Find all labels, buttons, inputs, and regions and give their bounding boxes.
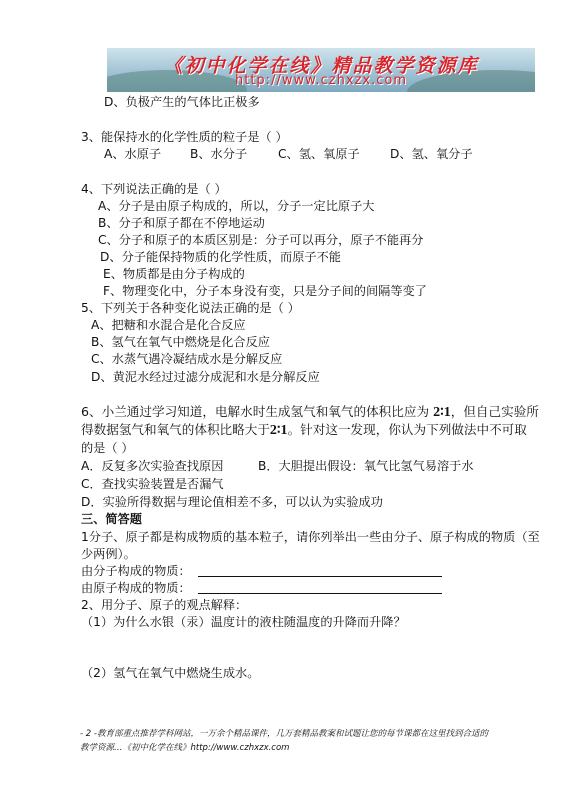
- s3-q2-part-1: （1）为什么水银（汞）温度计的液柱随温度的升降而升降？: [81, 615, 406, 629]
- q5-stem: 5、下列关于各种变化说法正确的是（ ）: [81, 301, 300, 315]
- q4-option-b: B、分子和原子都在不停地运动: [98, 216, 265, 230]
- q3-option-d: D、氢、氧分子: [390, 147, 473, 161]
- q4-option-e: E、物质都是由分子构成的: [103, 267, 245, 281]
- q5-option-d: D、黄泥水经过过滤分成泥和水是分解反应: [91, 370, 320, 384]
- q6-line-2-start: 得数据氢气和氧气的体积比略大于: [81, 422, 270, 437]
- q6-ratio-2: 2∶1: [269, 423, 288, 438]
- q6-option-d: D．实验所得数据与理论值相差不多，可以认为实验成功: [81, 495, 383, 509]
- section-heading: 三、简答题: [81, 512, 142, 526]
- atom-answer-line[interactable]: [198, 593, 442, 594]
- molecule-label: 由分子构成的物质：: [81, 564, 191, 578]
- q3-option-c: C、氢、氧原子: [278, 147, 360, 161]
- q4-option-c: C、分子和原子的本质区别是：分子可以再分，原子不能再分: [98, 233, 424, 247]
- q6-line-3: 的是（ ）: [81, 441, 134, 455]
- q4-stem: 4、下列说法正确的是（ ）: [81, 182, 227, 196]
- q4-option-f: F、物理变化中，分子本身没有变，只是分子间的间隔等变了: [103, 284, 427, 298]
- s3-q1-line-1: 1分子、原子都是构成物质的基本粒子，请你列举出一些由分子、原子构成的物质（至: [81, 530, 540, 544]
- q6-ratio-1: 2∶1: [433, 405, 451, 420]
- footer-line-1: - 2 -教育部重点推荐学科网站，一万余个精品课件，几万套精品教案和试题让您的每节课都在这里找到合适的: [80, 729, 488, 739]
- q6-option-b: B．大胆提出假设：氧气比氢气易溶于水: [258, 459, 474, 473]
- q4-option-d: D、分子能保持物质的化学性质，而原子不能: [100, 250, 341, 264]
- q5-option-c: C、水蒸气遇冷凝结成水是分解反应: [91, 352, 283, 366]
- q6-option-a: A．反复多次实验查找原因: [81, 459, 224, 473]
- q6-line-2: [81, 422, 527, 439]
- banner-url[interactable]: http://www.czhxzx.com: [235, 73, 407, 88]
- q6-line-1-end: ，但自己实验所: [450, 404, 539, 419]
- q6-option-c: C．查找实验装置是否漏气: [81, 477, 224, 491]
- header-banner: [107, 48, 535, 92]
- q3-option-b: B、水分子: [190, 147, 248, 161]
- q3-option-a: A、水原子: [104, 147, 162, 161]
- q6-line-1: [81, 404, 539, 421]
- q6-line-2-end: 。针对这一发现，你认为下列做法中不可取: [287, 422, 527, 437]
- q2-option-d: D、负极产生的气体比正极多: [104, 95, 260, 109]
- s3-q1-line-2: 少两例）。: [81, 547, 136, 561]
- s3-q2-stem: 2、用分子、原子的观点解释：: [81, 598, 248, 612]
- page-footer: [80, 727, 488, 755]
- q6-line-1-start: 6、小兰通过学习知道，电解水时生成氢气和氧气的体积比应为: [81, 404, 430, 419]
- banner-title: 《初中化学在线》精品教学资源库: [163, 55, 479, 77]
- q4-option-a: A、分子是由原子构成的，所以，分子一定比原子大: [98, 199, 375, 213]
- s3-q2-part-2: （2）氢气在氧气中燃烧生成水。: [81, 666, 260, 680]
- q5-option-a: A、把糖和水混合是化合反应: [91, 318, 246, 332]
- q5-option-b: B、氢气在氧气中燃烧是化合反应: [91, 335, 270, 349]
- q3-stem: 3、能保持水的化学性质的粒子是（ ）: [81, 130, 288, 144]
- atom-label: 由原子构成的物质：: [81, 581, 191, 595]
- footer-line-2: 教学资源…《初中化学在线》http://www.czhxzx.com: [80, 743, 290, 753]
- molecule-answer-line[interactable]: [198, 576, 442, 577]
